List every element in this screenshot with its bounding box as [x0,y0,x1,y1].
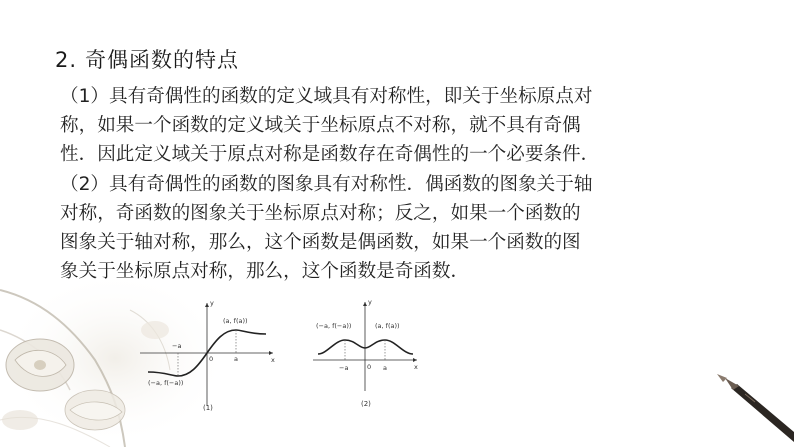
odd-function-figure [140,296,280,416]
text-line: （2）具有奇偶性的函数的图象具有对称性．偶函数的图象关于轴 [60,174,593,195]
tick-neg-label: −a [172,342,182,350]
text-line: （1）具有奇偶性的函数的定义域具有对称性，即关于坐标原点对 [60,86,593,107]
tick-pos-label: a [383,364,387,372]
y-axis-arrow [205,303,209,307]
figure-caption: (1) [203,404,213,412]
section-heading [55,44,239,74]
heading-number: 2. [55,48,78,72]
origin-label: 0 [209,355,214,363]
paragraph-domain-symmetry [60,82,760,169]
x-axis-arrow [413,358,417,362]
tick-pos-label: a [234,355,238,363]
figure-caption: (2) [361,400,371,408]
point-neg-label: (−a, f(−a)) [148,379,184,387]
y-axis-label: y [368,298,372,306]
x-axis-arrow [269,351,273,355]
heading-title: 奇偶函数的特点 [85,48,240,72]
text-line: 对称，奇函数的图象关于坐标原点对称；反之，如果一个函数的 [60,203,581,224]
point-pos-label: (a, f(a)) [223,317,248,325]
y-axis-arrow [363,302,367,306]
text-line: 称，如果一个函数的定义域关于坐标原点不对称，就不具有奇偶 [60,115,581,136]
tick-neg-label: −a [339,364,349,372]
text-line: 图象关于轴对称，那么，这个函数是偶函数，如果一个函数的图 [60,232,581,253]
even-curve [318,340,413,354]
x-axis-label: x [271,356,275,364]
point-neg-label: (−a, f(−a)) [316,322,352,330]
x-axis-label: x [414,363,418,371]
y-axis-label: y [210,299,214,307]
point-pos-label: (a, f(a)) [375,322,400,330]
text-line: 象关于坐标原点对称，那么，这个函数是奇函数． [60,261,470,282]
even-function-figure [313,296,423,416]
paragraph-graph-symmetry [60,170,760,286]
brush-decoration [715,372,794,447]
origin-label: 0 [367,363,372,371]
text-line: 性．因此定义域关于原点对称是函数存在奇偶性的一个必要条件． [60,144,600,165]
